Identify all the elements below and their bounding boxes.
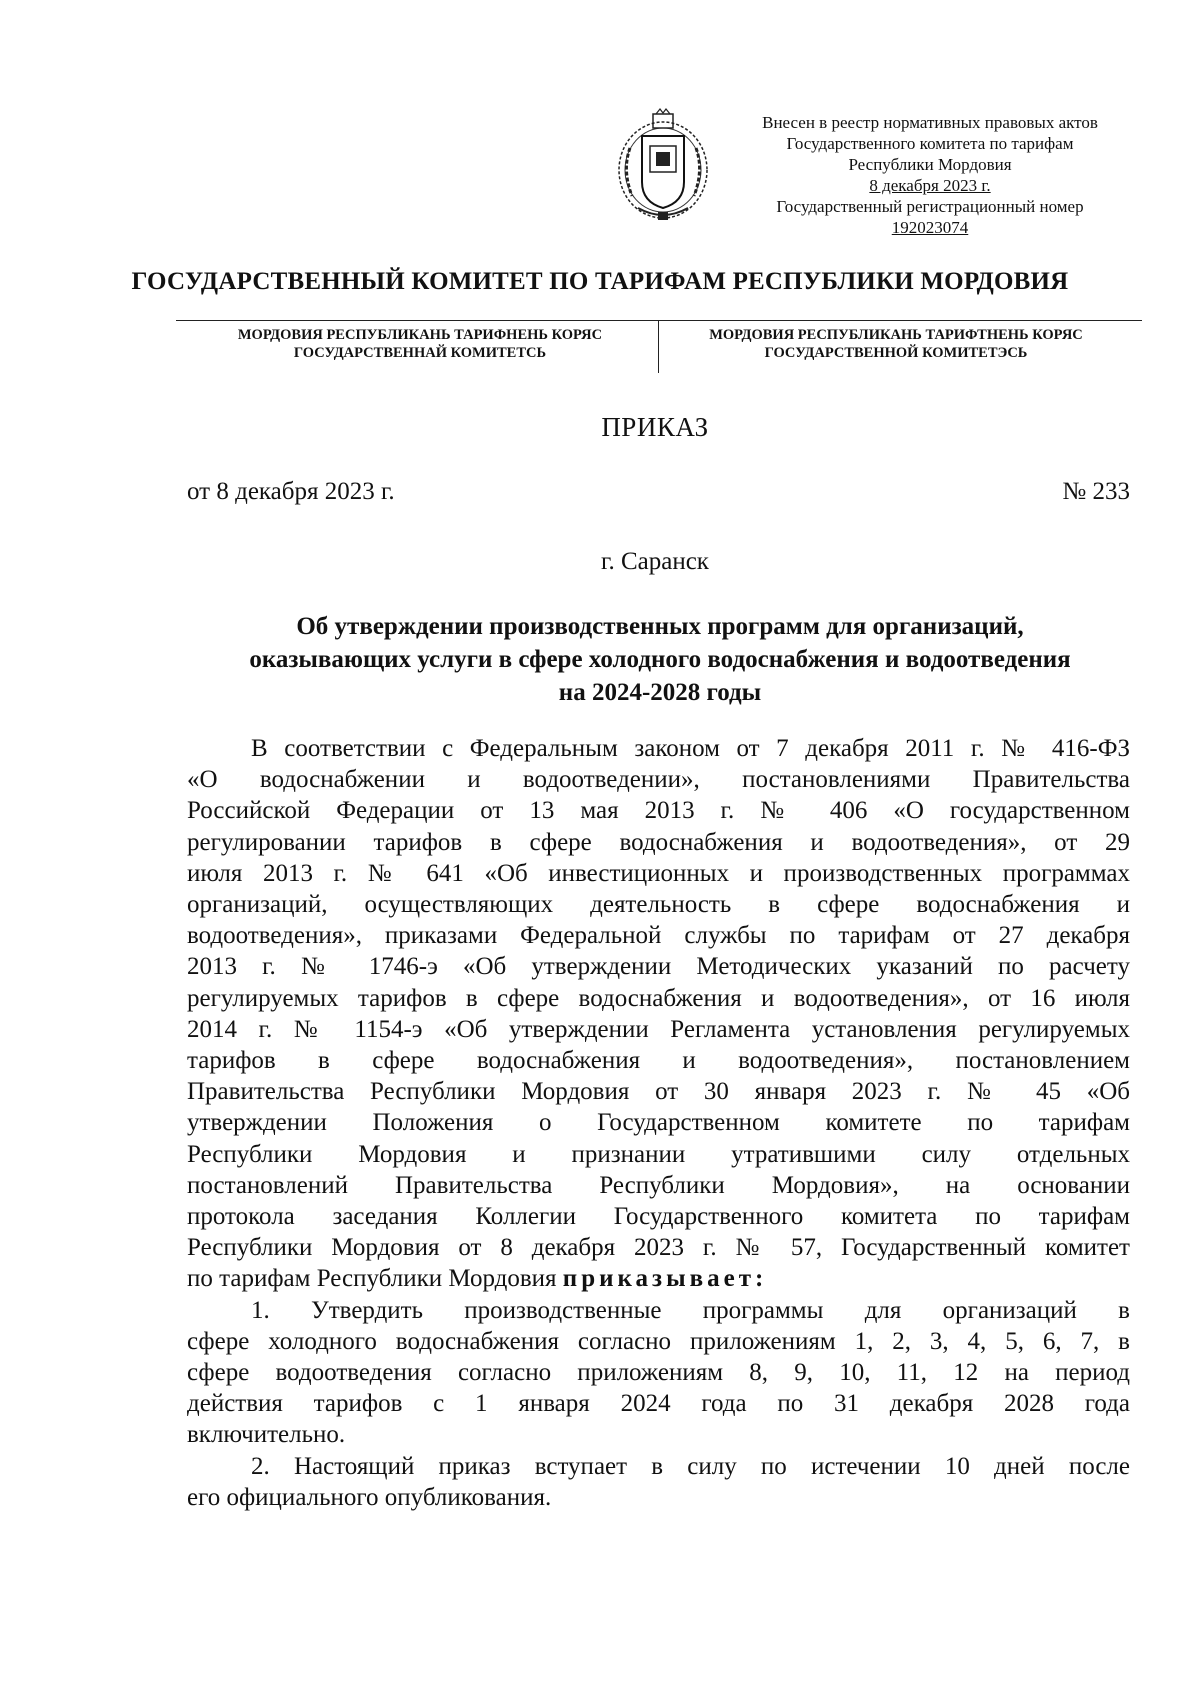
body-line: тарифов в сфере водоснабжения и водоотведения», постановлением [187, 1047, 1130, 1075]
body-line: 2014 г. № 1154-э «Об утверждении Регламента установления регулируемых [187, 1015, 1130, 1043]
body-line: водоотведения», приказами Федеральной службы по тарифам от 27 декабря [187, 922, 1130, 950]
body-line: июля 2013 г. № 641 «Об инвестиционных и производственных программах [187, 859, 1130, 887]
header-moksha-line: ГОСУДАРСТВЕННАЙ КОМИТЕТСЬ [293, 345, 547, 361]
body-line: регулировании тарифов в сфере водоснабжения и водоотведения», от 29 [187, 828, 1130, 856]
order-verb: приказывает: [562, 1265, 768, 1293]
body-line-last: включительно. [187, 1421, 346, 1449]
registry-stamp [740, 112, 1120, 238]
body-line: В соответствии с Федеральным законом от 7 декабря 2011 г. № 416-ФЗ [251, 735, 1130, 762]
organization-title: ГОСУДАРСТВЕННЫЙ КОМИТЕТ ПО ТАРИФАМ РЕСПУБЛИКИ МОРДОВИЯ [131, 268, 1069, 295]
body-line: постановлений Правительства Республики Мордовия», на основании [187, 1171, 1130, 1199]
body-line: действия тарифов с 1 января 2024 года по 31 декабря 2028 года [187, 1390, 1130, 1418]
document-type: ПРИКАЗ [601, 412, 709, 442]
body-line: «О водоснабжении и водоотведении», постановлениями Правительства [187, 766, 1130, 794]
subject-line: Об утверждении производственных программ для организаций, [296, 613, 1024, 640]
preamble-paragraph [187, 733, 1130, 1263]
registry-line: Республики Мордовия [848, 155, 1012, 174]
header-vertical-divider [658, 321, 659, 373]
body-line: Республики Мордовия и признании утратившими силу отдельных [187, 1140, 1130, 1168]
registry-number: 192023074 [891, 218, 969, 237]
header-erzya-line: ГОСУДАРСТВЕННОЙ КОМИТЕТЭСЬ [764, 345, 1028, 361]
registry-date: 8 декабря 2023 г. [869, 176, 991, 195]
body-line: протокола заседания Коллегии Государственного комитета по тарифам [187, 1203, 1130, 1231]
order-line [187, 1263, 1130, 1294]
header-divider [176, 320, 1142, 321]
subject-line: на 2024-2028 годы [558, 679, 762, 706]
registry-line: Государственного комитета по тарифам [786, 134, 1074, 153]
document-city: г. Саранск [601, 548, 709, 575]
order-item-2 [187, 1451, 1130, 1482]
header-erzya-line: МОРДОВИЯ РЕСПУБЛИКАНЬ ТАРИФТНЕНЬ КОРЯС [709, 327, 1083, 343]
body-line: Правительства Республики Мордовия от 30 января 2023 г. № 45 «Об [187, 1078, 1130, 1106]
order-item-1 [187, 1295, 1130, 1420]
registry-line: Внесен в реестр нормативных правовых актов [762, 113, 1098, 132]
body-line: сфере холодного водоснабжения согласно приложениям 1, 2, 3, 4, 5, 6, 7, в [187, 1327, 1130, 1355]
body-line: регулируемых тарифов в сфере водоснабжения и водоотведения», от 16 июля [187, 984, 1130, 1012]
body-line: утверждении Положения о Государственном комитете по тарифам [187, 1109, 1130, 1137]
body-line: Республики Мордовия от 8 декабря 2023 г. № 57, Государственный комитет [187, 1234, 1130, 1262]
registry-number-label: Государственный регистрационный номер [776, 197, 1084, 216]
document-body [187, 733, 1130, 1513]
document-subject [180, 610, 1140, 709]
subject-line: оказывающих услуги в сфере холодного водоснабжения и водоотведения [249, 646, 1071, 673]
body-line: 2. Настоящий приказ вступает в силу по истечении 10 дней после [251, 1452, 1130, 1480]
document-date: от 8 декабря 2023 г. [187, 478, 395, 505]
header-moksha-line: МОРДОВИЯ РЕСПУБЛИКАНЬ ТАРИФНЕНЬ КОРЯС [237, 327, 603, 343]
body-line-last: его официального опубликования. [187, 1483, 552, 1511]
body-line: 1. Утвердить производственные программы для организаций в [251, 1296, 1130, 1324]
header-erzya-name [676, 326, 1116, 362]
body-line: сфере водоотведения согласно приложениям 8, 9, 10, 11, 12 на период [187, 1359, 1130, 1387]
body-line: 2013 г. № 1746-э «Об утверждении Методических указаний по расчету [187, 953, 1130, 981]
header-moksha-name [200, 326, 640, 362]
document-number: № 233 [1062, 478, 1130, 505]
order-prefix: по тарифам Республики Мордовия [187, 1265, 563, 1293]
body-line: организаций, осуществляющих деятельность в сфере водоснабжения и [187, 891, 1130, 919]
coat-of-arms-emblem [608, 108, 718, 226]
body-line: Российской Федерации от 13 мая 2013 г. № 406 «О государственном [187, 797, 1130, 825]
